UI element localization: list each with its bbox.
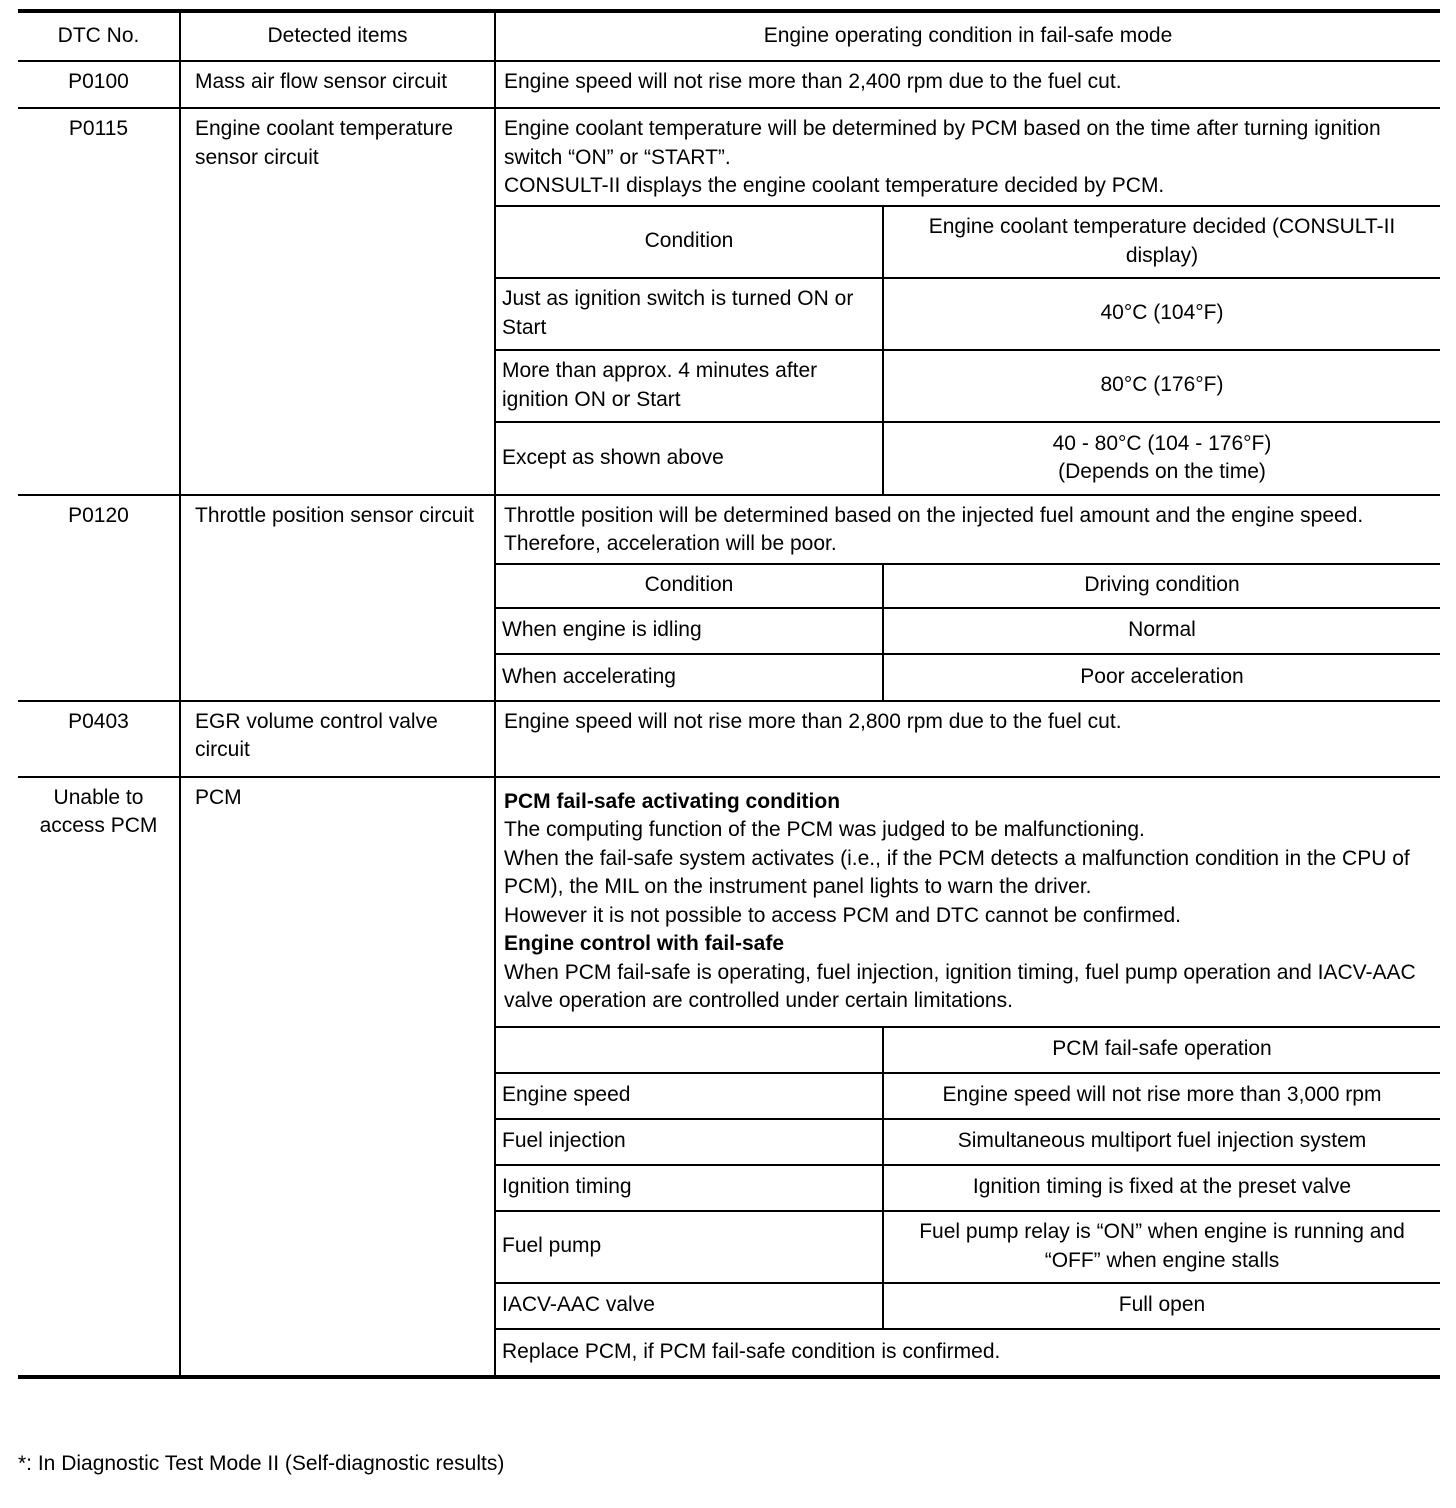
detected-item: Throttle position sensor circuit [180,495,495,701]
subtable-condition: Except as shown above [496,422,883,494]
subtable-footer-row [496,1329,1440,1375]
subtable-row [496,1073,1440,1119]
dtc-code: P0100 [18,61,180,108]
subtable-header-value: Driving condition [883,564,1440,608]
subtable-header-value: PCM fail-safe operation [883,1027,1440,1073]
subtable-header-condition [496,1027,883,1073]
condition-text [496,778,1440,1026]
subtable-row [496,350,1440,422]
table-row-p0100 [18,61,1440,108]
condition-cell [495,701,1440,777]
value-line: 40 - 80°C (104 - 176°F) [1052,431,1272,455]
subtable-condition: Just as ignition switch is turned ON or Start [496,278,883,350]
subtable-value: Poor acceleration [883,654,1440,700]
table-row-pcm [18,777,1440,1377]
subtable-row [496,1165,1440,1211]
driving-condition-subtable [496,563,1440,700]
subtable-row [496,1211,1440,1283]
condition-cell [495,777,1440,1377]
subtable-row [496,654,1440,700]
subtable-header-value: Engine coolant temperature decided (CONSULT-II display) [883,206,1440,278]
subtable-value: Ignition timing is fixed at the preset valve [883,1165,1440,1211]
paragraph: When the fail-safe system activates (i.e., if the PCM detects a malfunction condition in the CPU of PCM), the MIL on the instrument panel lights to warn the driver. [504,846,1410,898]
value-line: (Depends on the time) [1058,460,1266,483]
subtable-condition: Engine speed [496,1073,883,1119]
table-row-p0115 [18,108,1440,495]
subtable-row [496,422,1440,494]
dtc-code: P0115 [18,108,180,495]
condition-text [496,109,1440,205]
subtable-condition: When engine is idling [496,608,883,654]
footnote: *: In Diagnostic Test Mode II (Self-diagnostic results) [18,1452,505,1475]
dtc-code: P0403 [18,701,180,777]
condition-cell [495,495,1440,701]
subtable-header-row [496,564,1440,608]
subtable-row [496,1283,1440,1329]
condition-line: Engine coolant temperature will be determined by PCM based on the time after turning ignition switch “ON” or “START”. [504,117,1381,169]
subtable-value: Fuel pump relay is “ON” when engine is running and “OFF” when engine stalls [883,1211,1440,1283]
subtable-header-condition: Condition [496,564,883,608]
dtc-code: Unable to access PCM [18,777,180,1377]
detected-item: EGR volume control valve circuit [180,701,495,777]
subtable-condition: When accelerating [496,654,883,700]
subtable-value: Normal [883,608,1440,654]
subtable-header-condition: Condition [496,206,883,278]
coolant-temperature-subtable [496,205,1440,494]
subtable-row [496,608,1440,654]
paragraph: However it is not possible to access PCM and DTC cannot be confirmed. [504,903,1181,927]
subtable-condition: Fuel pump [496,1211,883,1283]
subtable-value: Full open [883,1283,1440,1329]
detected-item: Engine coolant temperature sensor circuit [180,108,495,495]
section-heading: Engine control with fail-safe [504,932,785,955]
condition-text: Engine speed will not rise more than 2,400 rpm due to the fuel cut. [504,70,1122,93]
replace-pcm-note: Replace PCM, if PCM fail-safe condition is confirmed. [496,1329,1440,1375]
subtable-value: Simultaneous multiport fuel injection system [883,1119,1440,1165]
condition-cell [495,108,1440,495]
subtable-value: 80°C (176°F) [883,350,1440,422]
condition-cell [495,61,1440,108]
fail-safe-table [18,9,1440,1379]
fail-safe-table-page [18,9,1440,1379]
header-operating-condition: Engine operating condition in fail-safe mode [495,11,1440,61]
subtable-header-row [496,1027,1440,1073]
paragraph: The computing function of the PCM was judged to be malfunctioning. [504,818,1145,841]
detected-item: Mass air flow sensor circuit [180,61,495,108]
subtable-value: Engine speed will not rise more than 3,000 rpm [883,1073,1440,1119]
header-dtc-no: DTC No. [18,11,180,61]
subtable-condition: More than approx. 4 minutes after ignition ON or Start [496,350,883,422]
table-header-row [18,11,1440,61]
subtable-condition: Fuel injection [496,1119,883,1165]
dtc-code: P0120 [18,495,180,701]
header-detected-items: Detected items [180,11,495,61]
subtable-condition: Ignition timing [496,1165,883,1211]
subtable-row [496,1119,1440,1165]
subtable-value: 40°C (104°F) [883,278,1440,350]
condition-text: Throttle position will be determined based on the injected fuel amount and the engine speed. Therefore, acceleration will be poor. [504,503,1364,555]
subtable-condition: IACV-AAC valve [496,1283,883,1329]
section-heading: PCM fail-safe activating condition [504,789,841,813]
subtable-header-row [496,206,1440,278]
condition-text: Engine speed will not rise more than 2,800 rpm due to the fuel cut. [504,709,1122,733]
table-row-p0120 [18,495,1440,701]
pcm-fail-safe-subtable [496,1026,1440,1375]
condition-line: CONSULT-II displays the engine coolant temperature decided by PCM. [504,174,1165,197]
table-row-p0403 [18,701,1440,777]
detected-item: PCM [180,777,495,1377]
subtable-row [496,278,1440,350]
subtable-value [883,422,1440,494]
paragraph: When PCM fail-safe is operating, fuel injection, ignition timing, fuel pump operation and IACV-AAC valve operation are controlled under certain limitations. [504,960,1416,1012]
